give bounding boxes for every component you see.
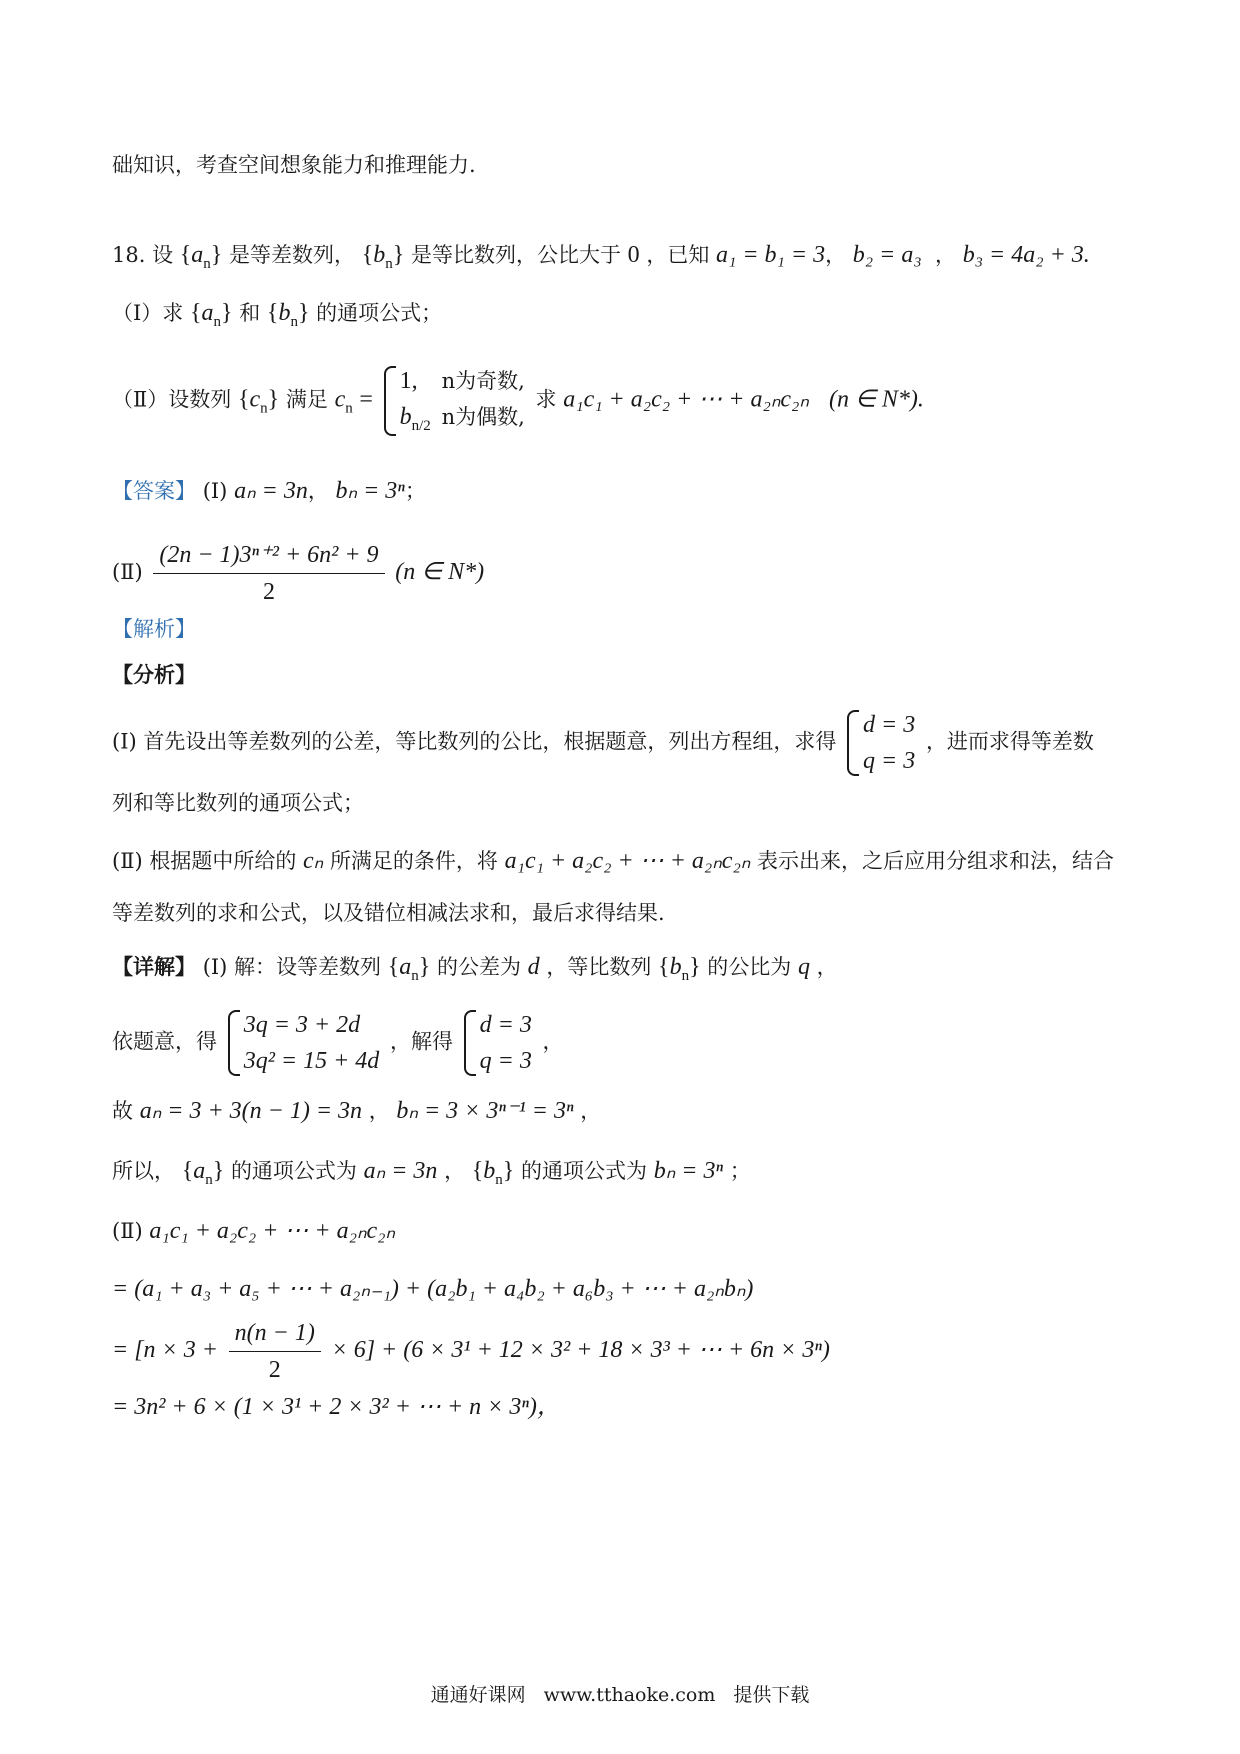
answer-domain: (n ∈ N*) [395, 559, 485, 585]
case-1-value: 1, [399, 368, 418, 394]
q18-prefix: 18. 设 [112, 243, 174, 267]
detail-l4-an: aₙ = 3n [363, 1158, 438, 1184]
q18-text-1: 是等差数列， [229, 243, 356, 267]
detail-l7-b: × 6] + (6 × 3¹ + 12 × 3² + 18 × 3³ + ⋯ + 6n × 3ⁿ) [331, 1337, 830, 1363]
part-2-domain: (n ∈ N*). [828, 386, 924, 413]
analysis-p2-sum: a₁c₁ + a₂c₂ + ⋯ + a₂ₙc₂ₙ [504, 848, 751, 874]
answer-fraction-numerator: (2n − 1)3ⁿ⁺² + 6n² + 9 [153, 540, 384, 574]
detail-l7-fraction [229, 1318, 321, 1385]
detail-equation-1: 3q = 3 + 2d [243, 1012, 361, 1038]
analysis-solution-system [847, 710, 915, 776]
analysis-solution-q: q = 3 [863, 748, 916, 774]
answer-bn-formula: bₙ = 3ⁿ [335, 478, 405, 504]
detail-l4-end: ； [729, 1159, 751, 1183]
detail-l1-c: ，等比数列 [546, 955, 652, 979]
q18-text-2: 是等比数列，公比大于 [410, 243, 621, 267]
analysis-p2-text-c: 表示出来，之后应用分组求和法，结合 [757, 849, 1115, 873]
detail-line-3 [112, 1096, 601, 1126]
footer-url: www.tthaoke.com [543, 1684, 716, 1706]
part-2-sum-expression: a₁c₁ + a₂c₂ + ⋯ + a₂ₙc₂ₙ [563, 386, 809, 413]
analysis-p1-text: (Ⅰ) 首先设出等差数列的公差，等比数列的公比，根据题意，列出方程组，求得 [112, 729, 837, 754]
detail-l2-b: ，解得 [389, 1029, 453, 1054]
q18-condition-2: b₂ = a₃ [852, 242, 922, 268]
detail-line-5 [112, 1216, 395, 1246]
detail-line-4: 所以， $\{a_n\}$ 的通项公式为 aₙ = 3n ， $\{b_n\}$ 的通项公式为 bₙ = 3ⁿ ； [112, 1158, 751, 1188]
detail-l7-a: = [n × 3 + [112, 1337, 218, 1363]
answer-tag: 【答案】 [112, 479, 196, 503]
detail-an-derivation: aₙ = 3 + 3(n − 1) = 3n [139, 1098, 363, 1124]
detail-l3-a: 故 [112, 1099, 133, 1123]
part-2-ask: 求 [535, 387, 557, 412]
detail-bn-derivation: bₙ = 3 × 3ⁿ⁻¹ = 3ⁿ [396, 1098, 574, 1124]
analysis-p1-tail: ，进而求得等差数 [925, 729, 1094, 754]
detail-d-symbol: d [527, 954, 540, 980]
detail-l5-sum: a₁c₁ + a₂c₂ + ⋯ + a₂ₙc₂ₙ [149, 1218, 396, 1244]
detail-l1-b: 的公差为 [436, 955, 521, 979]
answer-part-1-label: (Ⅰ) [202, 479, 228, 503]
answer-an-formula: aₙ = 3n [234, 478, 308, 504]
detail-equation-2: 3q² = 15 + 4d [243, 1048, 380, 1074]
detail-line-1: 【详解】 (Ⅰ) 解：设等差数列 $\{a_n\}$ 的公差为 d ，等比数列 $\{b_n\}$ 的公比为 q ， [112, 954, 838, 984]
detail-l4-d: 的通项公式为 [521, 1159, 648, 1183]
analysis-p2-text-a: (Ⅱ) 根据题中所给的 [112, 849, 297, 873]
detail-l7-denominator: 2 [268, 1357, 281, 1383]
q18-zero: 0 [627, 242, 640, 268]
analysis-tag: 【解析】 [112, 617, 196, 641]
detail-l4-bn: bₙ = 3ⁿ [653, 1158, 724, 1184]
question-18-stem: 18. 设 $\{a_n\}$ 是等差数列， $\{b_n\}$ 是等比数列，公比大于 0 ，已知 a₁ = b₁ = 3， b₂ = a₃ ， b₃ = 4a₂ + 3. [112, 242, 1090, 272]
analysis-p2-cn: cₙ [303, 848, 324, 874]
q18-condition-1: a₁ = b₁ = 3 [716, 242, 826, 268]
detail-l4-a: 所以， [112, 1159, 175, 1183]
footer-suffix: 提供下载 [733, 1684, 810, 1706]
footer-site-name: 通通好课网 [430, 1684, 526, 1706]
part-2-label: （Ⅱ）设数列 [112, 387, 232, 412]
analysis-paragraph-1 [112, 710, 1094, 776]
answer-fraction [153, 540, 384, 607]
piecewise-definition: 1, n为奇数, $b_{n/2}$ n为偶数, [384, 366, 525, 436]
detail-solution-q: q = 3 [479, 1048, 532, 1074]
case-2-condition: n为偶数, [441, 405, 525, 429]
analysis-paragraph-2 [112, 846, 1114, 876]
analysis-p1-continuation: 列和等比数列的通项公式； [112, 791, 364, 815]
question-18-part-2: （Ⅱ）设数列 $\{c_n\}$ 满足 $c_n$ = 1, n为奇数, $b_{n/2}$ n为偶数, 求 a₁c₁ + a₂c₂ + ⋯ + a₂ₙc₂ₙ (n ∈ N*). [112, 368, 924, 434]
detail-l1-e: 的公比为 [707, 955, 792, 979]
detail-line-8: = 3n² + 6 × (1 × 3¹ + 2 × 3² + ⋯ + n × 3ⁿ)， [112, 1394, 561, 1420]
detail-line-6: = (a₁ + a₃ + a₅ + ⋯ + a₂ₙ₋₁) + (a₂b₁ + a₄b₂ + a₆b₃ + ⋯ + a₂ₙbₙ) [112, 1276, 754, 1302]
detail-line-7 [112, 1318, 830, 1385]
answer-part-2-label: (Ⅱ) [112, 560, 143, 584]
detail-l3-end: ， [580, 1099, 602, 1123]
detail-l1-a: (Ⅰ) 解：设等差数列 [202, 955, 382, 979]
detail-l1-end: ， [816, 955, 838, 979]
analysis-solution-d: d = 3 [863, 712, 916, 738]
detail-l2-end: ， [542, 1029, 564, 1054]
q18-condition-3: b₃ = 4a₂ + 3. [962, 242, 1090, 268]
detail-solution-d: d = 3 [479, 1012, 532, 1038]
part-1-and: 和 [239, 301, 261, 325]
question-18-part-1: （Ⅰ）求 $\{a_n\}$ 和 $\{b_n\}$ 的通项公式； [112, 300, 443, 330]
detail-line-2 [112, 1010, 564, 1076]
detail-solution-system [464, 1010, 532, 1076]
part-1-label: （Ⅰ）求 [112, 301, 184, 325]
detail-l3-comma: ， [368, 1099, 390, 1123]
intro-text: 础知识，考查空间想象能力和推理能力. [112, 153, 476, 177]
page-footer [0, 1680, 1240, 1707]
detail-l2-a: 依题意，得 [112, 1029, 217, 1054]
case-1-condition: n为奇数, [441, 369, 525, 393]
answer-line-2 [112, 540, 484, 607]
detail-part-2-label: (Ⅱ) [112, 1219, 143, 1243]
detail-q-symbol: q [797, 954, 810, 980]
detail-l4-b: 的通项公式为 [230, 1159, 357, 1183]
analysis-p2-text-b: 所满足的条件，将 [329, 849, 498, 873]
analysis-p2-continuation: 等差数列的求和公式，以及错位相减法求和，最后求得结果. [112, 901, 665, 925]
answer-line-1: 【答案】 (Ⅰ) aₙ = 3n， bₙ = 3ⁿ； [112, 478, 426, 504]
detail-l7-numerator: n(n − 1) [229, 1318, 321, 1352]
detail-equation-system [228, 1010, 380, 1076]
detail-l4-c: ， [444, 1159, 466, 1183]
part-2-satisfy: 满足 [285, 387, 328, 412]
detail-tag: 【详解】 [112, 954, 196, 979]
answer-fraction-denominator: 2 [262, 579, 275, 605]
fenxi-tag: 【分析】 [112, 662, 196, 687]
q18-text-3: ，已知 [646, 243, 710, 267]
part-1-tail: 的通项公式； [316, 301, 443, 325]
